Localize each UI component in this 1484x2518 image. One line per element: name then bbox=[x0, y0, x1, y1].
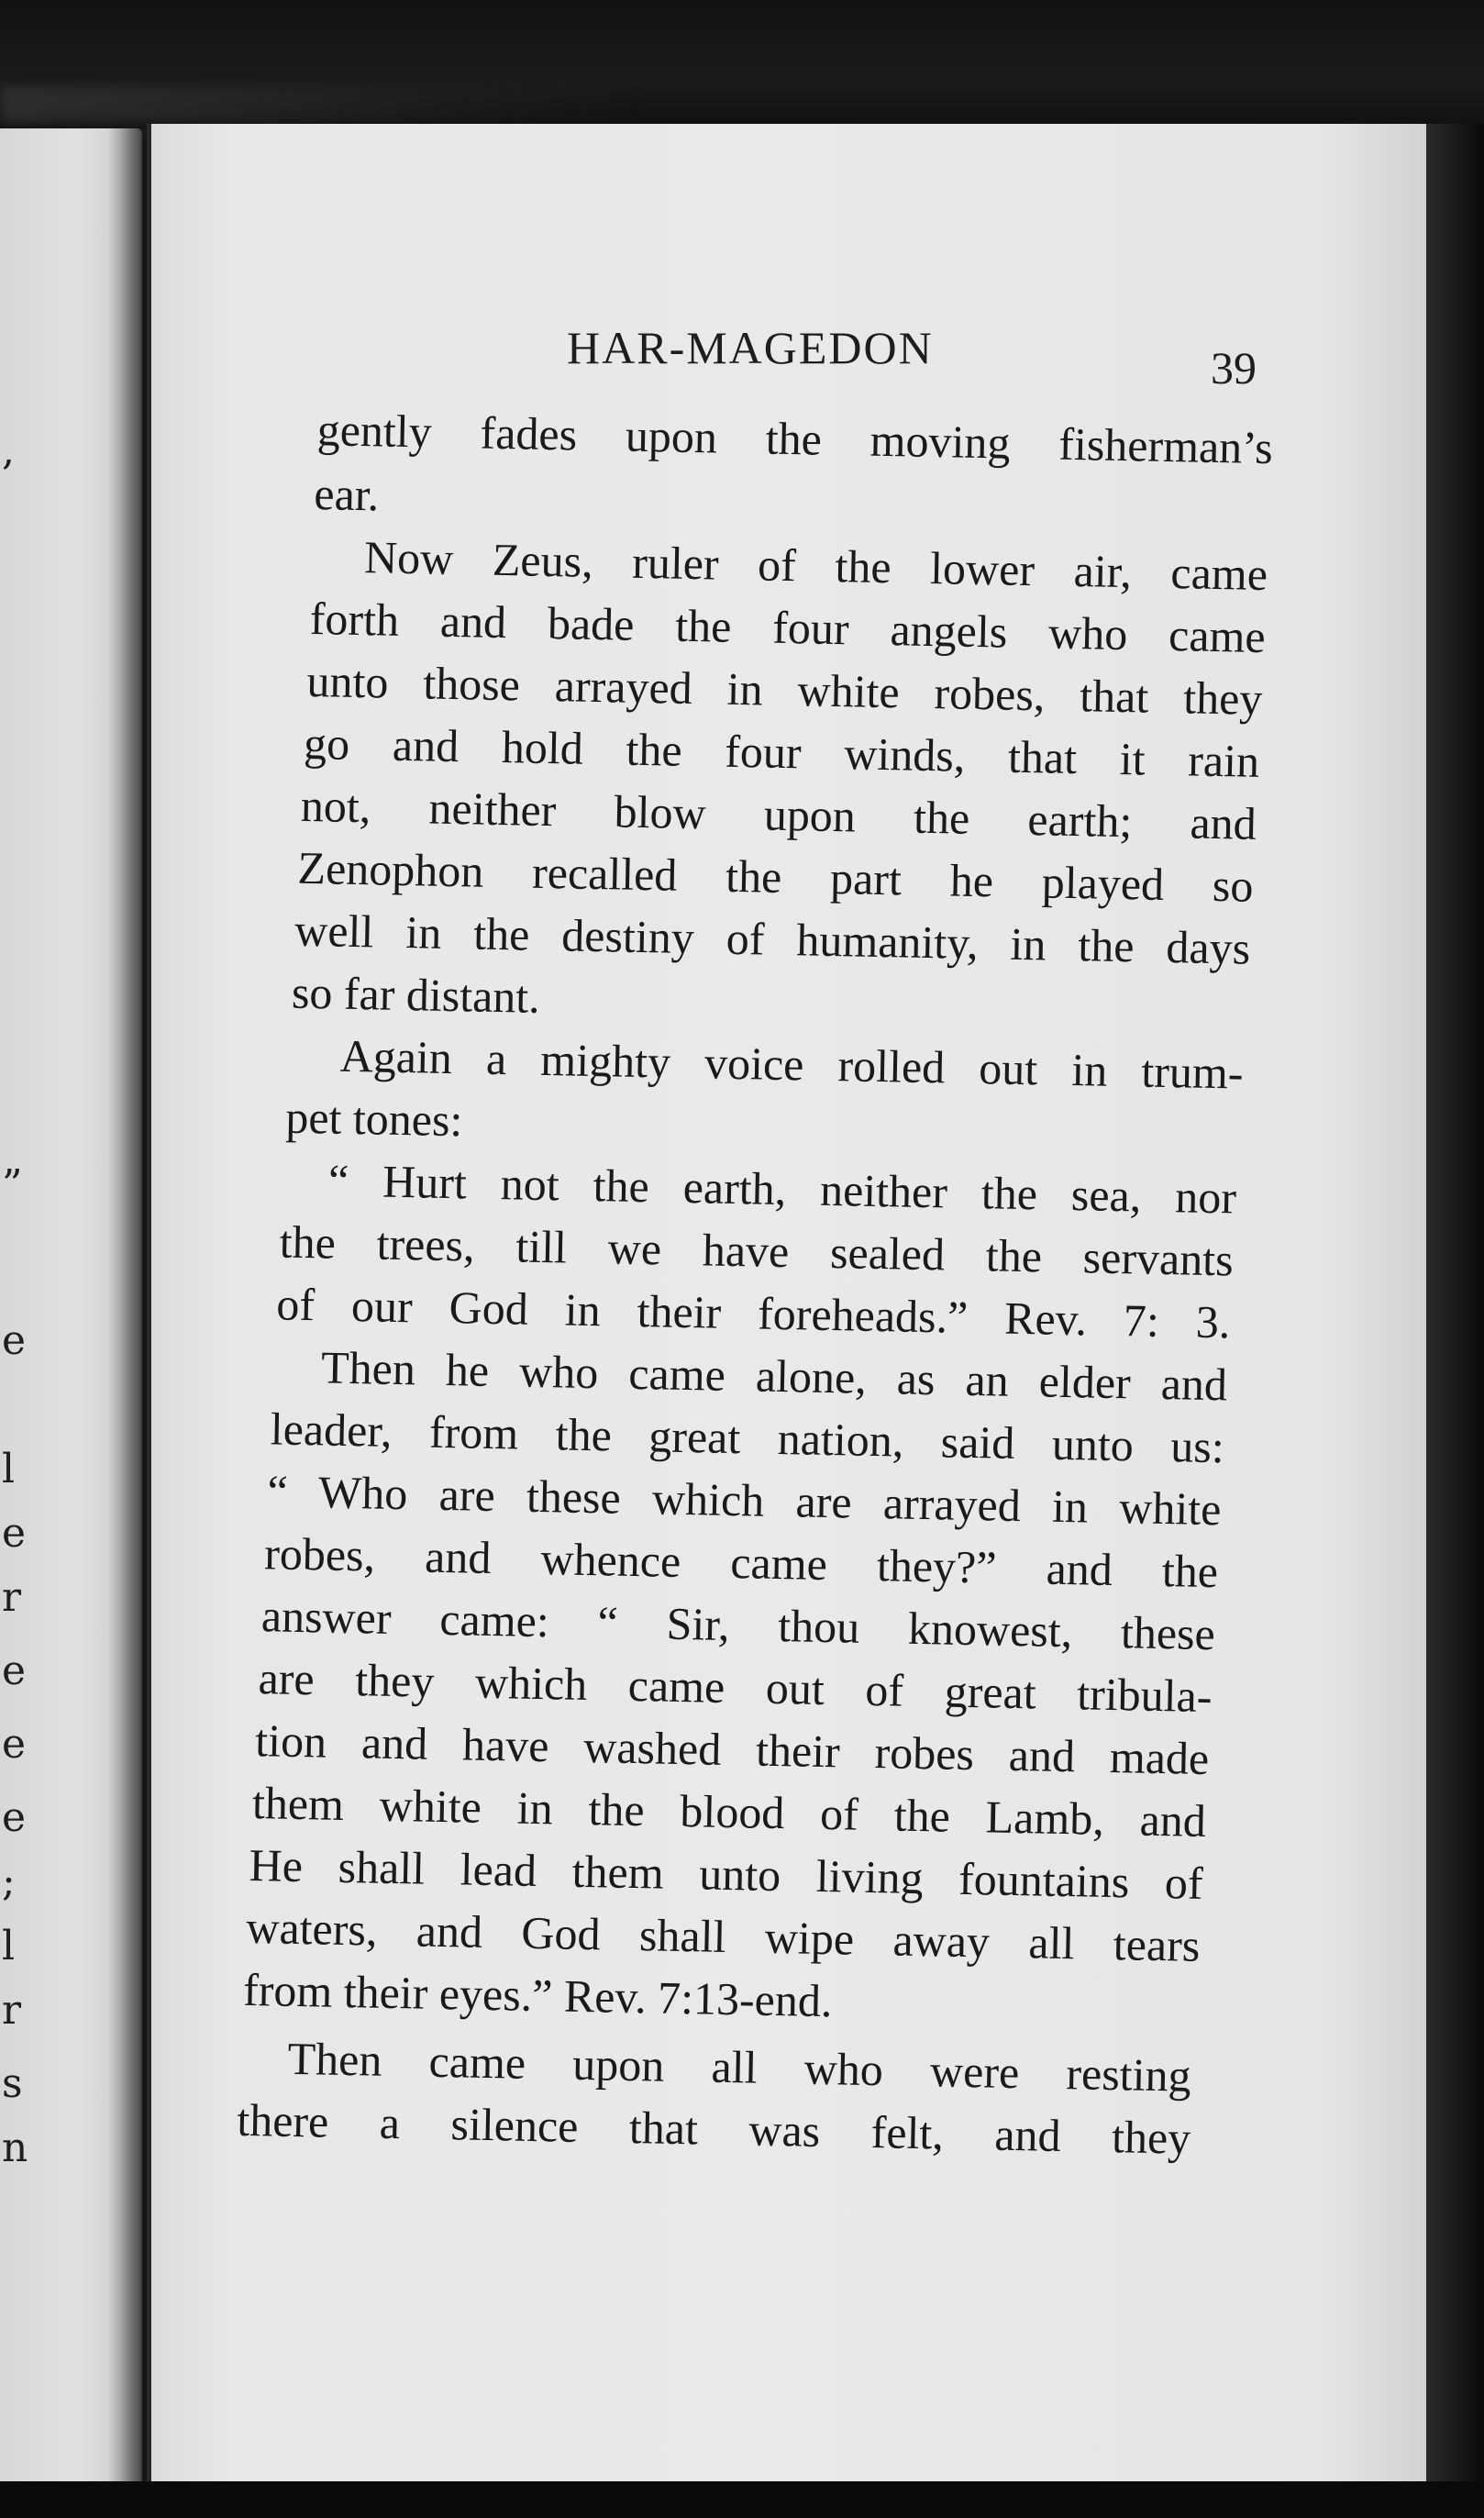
text-line: them white in the blood of the Lamb, and bbox=[251, 1777, 1207, 1847]
text-line: robes, and whence came they?” and the bbox=[263, 1527, 1219, 1598]
text-line: well in the destiny of humanity, in the days bbox=[293, 904, 1251, 974]
text-line: from their eyes.” Rev. 7:13-end. bbox=[242, 1963, 833, 2027]
left-page-fragment: , bbox=[2, 427, 15, 474]
left-page-fragment: e bbox=[2, 1721, 27, 1768]
left-page-fragment: e bbox=[2, 1647, 27, 1694]
text-line: are they which came out of great tribula- bbox=[258, 1652, 1213, 1723]
text-line: “ Who are these which are arrayed in white bbox=[267, 1465, 1222, 1536]
text-line: leader, from the great nation, said unto us: bbox=[270, 1403, 1225, 1473]
text-line: the trees, till we have sealed the servants bbox=[279, 1215, 1235, 1286]
text-line: Again a mighty voice rolled out in trum- bbox=[339, 1029, 1245, 1099]
left-page-fragment: r bbox=[2, 1987, 22, 2034]
left-page-fragment: l bbox=[2, 1446, 16, 1492]
text-line: Then came upon all who were resting bbox=[287, 2032, 1192, 2102]
text-line: pet tones: bbox=[284, 1091, 463, 1147]
text-line: “ Hurt not the earth, neither the sea, nor bbox=[327, 1154, 1237, 1224]
text-line: there a silence that was felt, and they bbox=[236, 2093, 1191, 2164]
text-line: gently fades upon the moving fisherman’s bbox=[316, 404, 1274, 474]
text-line: ear. bbox=[313, 468, 380, 521]
left-page-fragment: e bbox=[2, 1317, 27, 1364]
text-line: Now Zeus, ruler of the lower air, came bbox=[363, 531, 1268, 601]
text-line: not, neither blow upon the earth; and bbox=[300, 779, 1257, 849]
text-line: Then he who came alone, as an elder and bbox=[320, 1341, 1228, 1411]
text-line: answer came: “ Sir, thou knowest, these bbox=[260, 1590, 1216, 1660]
left-page-fragment: r bbox=[2, 1574, 22, 1621]
left-page-fragment: l bbox=[2, 1923, 16, 1969]
text-line: tion and have washed their robes and made bbox=[254, 1714, 1210, 1785]
text-line: waters, and God shall wipe away all tears bbox=[245, 1901, 1201, 1971]
text-line: so far distant. bbox=[291, 966, 541, 1023]
left-page-fragment: s bbox=[2, 2060, 23, 2107]
text-line: He shall lead them unto living fountains of bbox=[249, 1838, 1204, 1909]
left-page-fragment: ” bbox=[2, 1161, 23, 1208]
page-number: 39 bbox=[1211, 342, 1257, 394]
left-page-fragment: e bbox=[2, 1510, 27, 1557]
left-page-fragment: e bbox=[2, 1794, 27, 1841]
text-line: Zenophon recalled the part he played so bbox=[297, 841, 1254, 912]
running-head: HAR-MAGEDON bbox=[567, 322, 934, 373]
text-line: forth and bade the four angels who came bbox=[309, 592, 1267, 662]
text-line: unto those arrayed in white robes, that they bbox=[306, 654, 1263, 725]
left-page-fragment: n bbox=[2, 2124, 28, 2171]
left-page-fragment: ; bbox=[2, 1858, 16, 1905]
text-line: of our God in their foreheads.” Rev. 7: 3. bbox=[275, 1278, 1231, 1348]
text-line: go and hold the four winds, that it rain bbox=[303, 716, 1260, 787]
